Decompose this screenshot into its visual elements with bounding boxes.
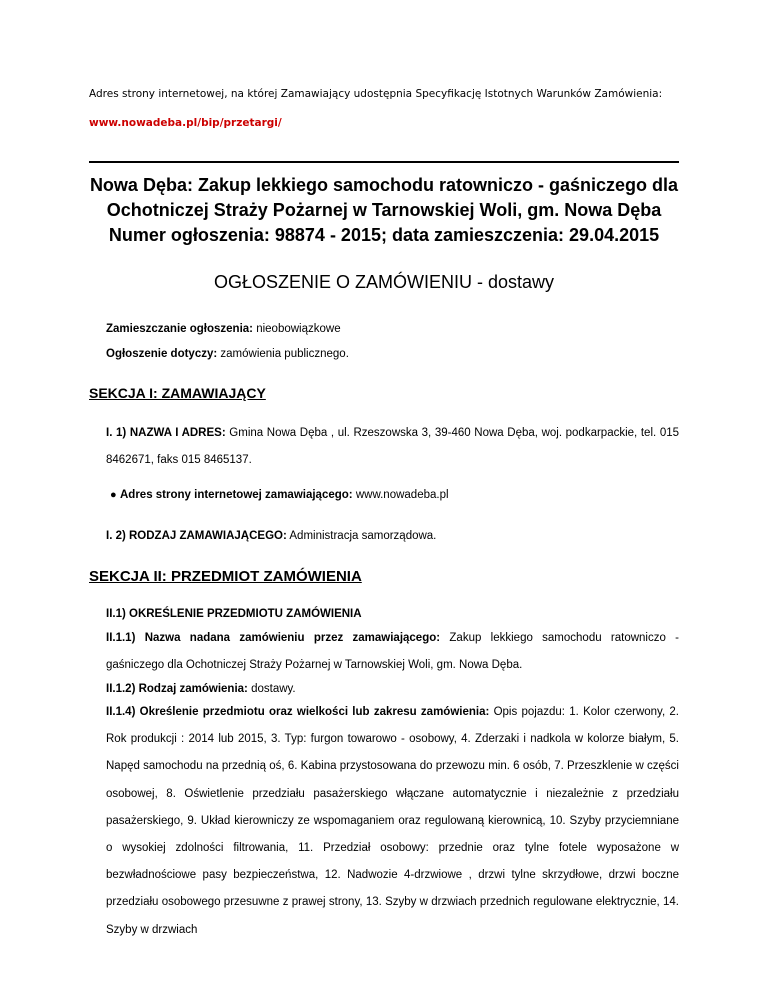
order-kind-line — [106, 681, 296, 697]
order-name-para — [106, 625, 679, 679]
posting-line — [106, 321, 341, 337]
website-label: Adres strony internetowej zamawiającego: — [120, 489, 353, 501]
section1-name-label: I. 1) NAZWA I ADRES: — [106, 427, 226, 439]
notice-number-line: Numer ogłoszenia: 98874 - 2015; data zamieszczenia: 29.04.2015 — [108, 225, 660, 245]
header-divider — [89, 161, 679, 163]
order-scope-para — [106, 699, 679, 944]
siwz-intro-text: Adres strony internetowej, na której Zamawiający udostępnia Specyfikację Istotnych Warunków Zamówienia: — [89, 88, 663, 100]
concerns-label: Ogłoszenie dotyczy: — [106, 348, 218, 360]
concerns-value: zamówienia publicznego. — [220, 348, 349, 360]
contracting-type-value: Administracja samorządowa. — [289, 530, 437, 542]
posting-value: nieobowiązkowe — [256, 323, 341, 335]
contracting-type-line — [106, 528, 436, 544]
bullet-icon: ● — [110, 489, 117, 501]
order-scope-value: Opis pojazdu: 1. Kolor czerwony, 2. Rok produkcji : 2014 lub 2015, 3. Typ: furgon towarowo - osobowy, 4. Zderzaki i nadkola w kolorze białym, 5. Napęd samochodu na przednią oś, 6. Kabina przystosowana do przewozu min. 6 osób, 7. Przeszklenie w części osobowej, 8. Oświetlenie przedziału pasażerskiego włączane automatycznie i niezależnie z przedziału pasażerskiego, 9. Układ kierowniczy ze wspomaganiem oraz regulowaną kierownicą, 10. Szyby przyciemniane o wysokiej zdolności filtrowania, 11. Przedział osobowy: przednie oraz tylne fotele wyposażone w bezwładnościowe pasy bezpieczeństwa, 12. Nadwozie 4-drzwiowe , drzwi tylne skrzydłowe, drzwi boczne przedziału osobowego przesuwne z prawej strony, 13. Szyby w drzwiach przednich regulowane elektrycznie, 14. Szyby w drzwiach — [106, 706, 680, 936]
notice-title — [89, 173, 679, 248]
section1-name-address — [106, 420, 679, 474]
order-name-label: II.1.1) Nazwa nadana zamówieniu przez zamawiającego: — [106, 632, 441, 644]
order-scope-label: II.1.4) Określenie przedmiotu oraz wielkości lub zakresu zamówienia: — [106, 706, 490, 718]
website-line — [120, 487, 449, 503]
order-kind-label: II.1.2) Rodzaj zamówienia: — [106, 683, 248, 695]
order-kind-value: dostawy. — [251, 683, 296, 695]
section1-name-value: Gmina Nowa Dęba , ul. Rzeszowska 3, 39-460 Nowa Dęba, woj. podkarpackie, tel. 015 8462671, faks 015 8465137. — [106, 427, 680, 466]
notice-subtitle: OGŁOSZENIE O ZAMÓWIENIU - dostawy — [213, 272, 555, 292]
subject-heading: II.1) OKREŚLENIE PRZEDMIOTU ZAMÓWIENIA — [106, 608, 362, 620]
website-value[interactable]: www.nowadeba.pl — [355, 489, 449, 501]
section2-heading: SEKCJA II: PRZEDMIOT ZAMÓWIENIA — [89, 568, 362, 585]
siwz-url-link[interactable]: www.nowadeba.pl/bip/przetargi/ — [89, 117, 282, 129]
contracting-type-label: I. 2) RODZAJ ZAMAWIAJĄCEGO: — [106, 530, 287, 542]
section1-heading: SEKCJA I: ZAMAWIAJĄCY — [89, 385, 266, 401]
concerns-line — [106, 346, 349, 362]
notice-title-main: Nowa Dęba: Zakup lekkiego samochodu ratowniczo - gaśniczego dla Ochotniczej Straży Pożarnej w Tarnowskiej Woli, gm. Nowa Dęba — [89, 175, 679, 220]
posting-label: Zamieszczanie ogłoszenia: — [106, 323, 253, 335]
order-name-value: Zakup lekkiego samochodu ratowniczo - gaśniczego dla Ochotniczej Straży Pożarnej w Tarnowskiej Woli, gm. Nowa Dęba. — [106, 632, 680, 671]
